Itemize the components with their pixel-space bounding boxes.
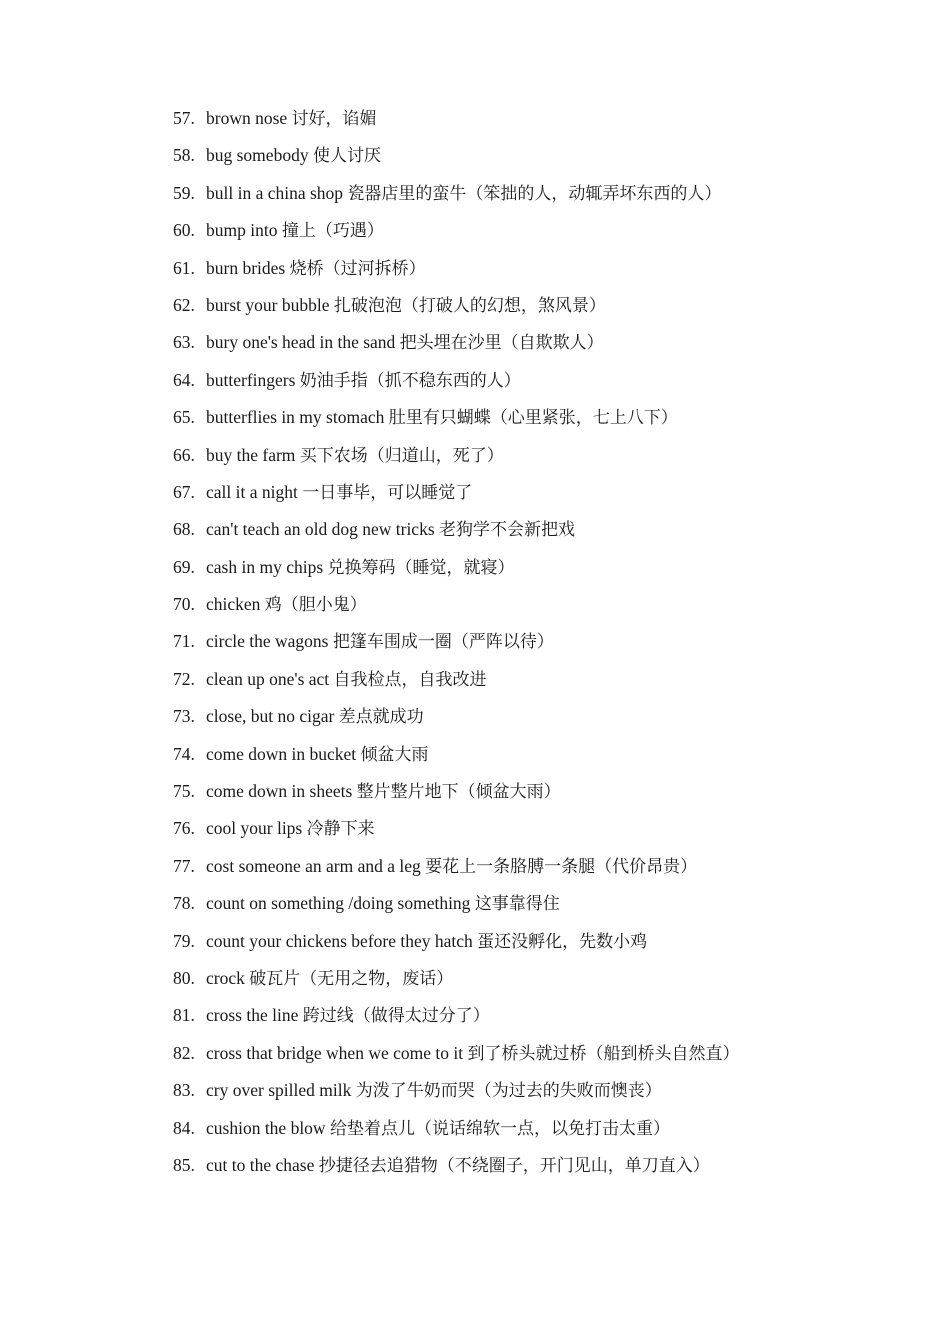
- list-item: [173, 105, 913, 142]
- idiom-list: [173, 105, 913, 1189]
- item-number: 58.: [173, 145, 195, 166]
- english-phrase: come down in bucket: [206, 743, 357, 764]
- chinese-translation: 要花上一条胳膊一条腿（代价昂贵）: [425, 856, 698, 877]
- item-number: 73.: [173, 706, 195, 727]
- chinese-translation: 鸡（胆小鬼）: [264, 595, 367, 616]
- list-item: [173, 890, 913, 927]
- list-item: [173, 1152, 913, 1189]
- item-number: 68.: [173, 519, 195, 540]
- item-number: 69.: [173, 556, 195, 577]
- list-item: [173, 442, 913, 479]
- english-phrase: bump into: [206, 220, 282, 241]
- english-phrase: cut to the chase: [206, 1154, 319, 1175]
- chinese-translation: 抄捷径去追猎物（不绕圈子，开门见山，单刀直入）: [318, 1155, 710, 1176]
- list-item: [173, 180, 913, 217]
- item-number: 72.: [173, 668, 195, 689]
- english-phrase: clean up one's act: [206, 668, 330, 689]
- english-phrase: count your chickens before they hatch: [206, 930, 478, 951]
- item-number: 63.: [173, 332, 195, 353]
- english-phrase: butterflies in my stomach: [206, 407, 385, 428]
- english-phrase: count on something /doing something: [206, 893, 475, 914]
- item-number: 76.: [173, 818, 195, 839]
- item-number: 61.: [173, 257, 195, 278]
- list-item: [173, 666, 913, 703]
- list-item: [173, 1002, 913, 1039]
- list-item: [173, 1115, 913, 1152]
- chinese-translation: 肚里有只蝴蝶（心里紧张，七上八下）: [388, 408, 678, 429]
- list-item: [173, 217, 913, 254]
- list-item: [173, 142, 913, 179]
- chinese-translation: 兑换筹码（睡觉，就寝）: [327, 557, 515, 578]
- list-item: [173, 1077, 913, 1114]
- english-phrase: circle the wagons: [206, 631, 329, 652]
- english-phrase: call it a night: [206, 481, 298, 502]
- english-phrase: cash in my chips: [206, 556, 324, 577]
- english-phrase: cross the line: [206, 1005, 303, 1026]
- chinese-translation: 把篷车围成一圈（严阵以待）: [332, 632, 554, 653]
- item-number: 81.: [173, 1005, 195, 1026]
- english-phrase: cost someone an arm and a leg: [206, 855, 421, 876]
- chinese-translation: 这事靠得住: [474, 894, 560, 915]
- chinese-translation: 把头埋在沙里（自欺欺人）: [399, 333, 604, 354]
- item-number: 80.: [173, 967, 195, 988]
- list-item: [173, 928, 913, 965]
- english-phrase: bull in a china shop: [206, 182, 348, 203]
- item-number: 74.: [173, 743, 195, 764]
- item-number: 67.: [173, 481, 195, 502]
- item-number: 78.: [173, 893, 195, 914]
- chinese-translation: 使人讨厌: [312, 146, 381, 167]
- list-item: [173, 292, 913, 329]
- chinese-translation: 买下农场（归道山，死了）: [299, 445, 504, 466]
- list-item: [173, 554, 913, 591]
- english-phrase: butterfingers: [206, 369, 296, 390]
- chinese-translation: 老狗学不会新把戏: [439, 520, 576, 541]
- list-item: [173, 367, 913, 404]
- list-item: [173, 255, 913, 292]
- chinese-translation: 跨过线（做得太过分了）: [302, 1006, 490, 1027]
- chinese-translation: 讨好，谄媚: [291, 109, 377, 129]
- item-number: 59.: [173, 182, 195, 203]
- item-number: 71.: [173, 631, 195, 652]
- item-number: 65.: [173, 407, 195, 428]
- chinese-translation: 扎破泡泡（打破人的幻想，煞风景）: [333, 295, 606, 316]
- chinese-translation: 给垫着点儿（说话绵软一点，以免打击太重）: [329, 1118, 670, 1139]
- item-number: 66.: [173, 444, 195, 465]
- list-item: [173, 479, 913, 516]
- english-phrase: buy the farm: [206, 444, 296, 465]
- chinese-translation: 冷静下来: [306, 819, 375, 840]
- english-phrase: bury one's head in the sand: [206, 332, 396, 353]
- item-number: 77.: [173, 855, 195, 876]
- english-phrase: bug somebody: [206, 145, 313, 166]
- item-number: 64.: [173, 369, 195, 390]
- english-phrase: burst your bubble: [206, 294, 334, 315]
- english-phrase: cushion the blow: [206, 1117, 330, 1138]
- list-item: [173, 965, 913, 1002]
- chinese-translation: 到了桥头就过桥（船到桥头自然直）: [467, 1043, 740, 1064]
- item-number: 82.: [173, 1042, 195, 1063]
- english-phrase: come down in sheets: [206, 781, 353, 802]
- english-phrase: crock: [206, 967, 250, 988]
- chinese-translation: 奶油手指（抓不稳东西的人）: [299, 370, 521, 391]
- chinese-translation: 倾盆大雨: [360, 744, 429, 765]
- list-item: [173, 853, 913, 890]
- chinese-translation: 破瓦片（无用之物，废话）: [249, 968, 454, 989]
- list-item: [173, 778, 913, 815]
- list-item: [173, 516, 913, 553]
- item-number: 62.: [173, 294, 195, 315]
- chinese-translation: 撞上（巧遇）: [281, 221, 384, 242]
- english-phrase: cool your lips: [206, 818, 303, 839]
- item-number: 79.: [173, 930, 195, 951]
- chinese-translation: 自我检点，自我改进: [333, 669, 487, 690]
- chinese-translation: 差点就成功: [338, 707, 424, 728]
- english-phrase: brown nose: [206, 108, 292, 128]
- chinese-translation: 整片整片地下（倾盆大雨）: [356, 782, 561, 803]
- english-phrase: chicken: [206, 594, 261, 615]
- item-number: 84.: [173, 1117, 195, 1138]
- english-phrase: cross that bridge when we come to it: [206, 1042, 468, 1063]
- chinese-translation: 烧桥（过河拆桥）: [289, 258, 426, 279]
- chinese-translation: 瓷器店里的蛮牛（笨拙的人，动辄弄坏东西的人）: [347, 183, 722, 204]
- list-item: [173, 741, 913, 778]
- item-number: 75.: [173, 781, 195, 802]
- item-number: 85.: [173, 1154, 195, 1175]
- item-number: 60.: [173, 220, 195, 241]
- list-item: [173, 703, 913, 740]
- chinese-translation: 一日事毕，可以睡觉了: [302, 482, 473, 503]
- list-item: [173, 329, 913, 366]
- english-phrase: close, but no cigar: [206, 706, 339, 727]
- list-item: [173, 628, 913, 665]
- english-phrase: cry over spilled milk: [206, 1080, 356, 1101]
- item-number: 70.: [173, 594, 195, 615]
- list-item: [173, 1040, 913, 1077]
- list-item: [173, 815, 913, 852]
- chinese-translation: 为泼了牛奶而哭（为过去的失败而懊丧）: [355, 1081, 662, 1102]
- item-number: 83.: [173, 1080, 195, 1101]
- list-item: [173, 591, 913, 628]
- item-number: 57.: [173, 108, 195, 128]
- english-phrase: burn brides: [206, 257, 290, 278]
- list-item: [173, 404, 913, 441]
- english-phrase: can't teach an old dog new tricks: [206, 519, 435, 540]
- chinese-translation: 蛋还没孵化，先数小鸡: [477, 931, 648, 952]
